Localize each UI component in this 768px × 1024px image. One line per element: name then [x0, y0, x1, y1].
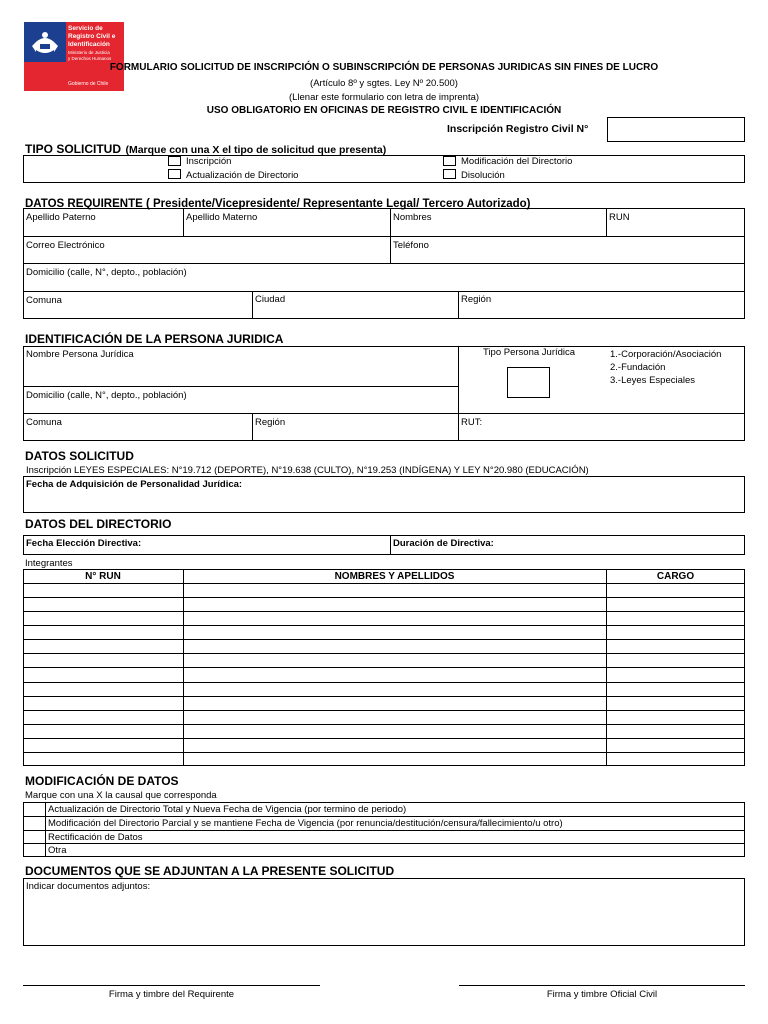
col-header-run: N° RUN [85, 571, 121, 582]
documentos-title: DOCUMENTOS QUE SE ADJUNTAN A LA PRESENTE SOLICITUD [25, 864, 395, 878]
field-duracion[interactable]: Duración de Directiva: [393, 538, 494, 549]
field-correo[interactable]: Correo Electrónico [26, 240, 105, 251]
field-fecha-eleccion[interactable]: Fecha Elección Directiva: [26, 538, 142, 549]
mark-option-3[interactable] [24, 831, 45, 843]
col-header-nombres: NOMBRES Y APELLIDOS [334, 571, 455, 582]
logo-line-4: Ministerio de Justicia [68, 50, 110, 55]
table-row[interactable] [23, 682, 745, 683]
modificacion-option-2: Modificación del Directorio Parcial y se mantiene Fecha de Vigencia (por renuncia/destitución/censura/fallecimiento/u otro) [48, 818, 563, 829]
modificacion-option-3: Rectificación de Datos [48, 832, 143, 843]
label-modificacion: Modificación del Directorio [461, 156, 573, 167]
tipo-persona-label: Tipo Persona Jurídica [483, 347, 576, 358]
fecha-adquisicion-label: Fecha de Adquisición de Personalidad Jurídica: [26, 479, 243, 490]
mark-option-1[interactable] [24, 803, 45, 816]
col-header-cargo: CARGO [656, 571, 695, 582]
table-row[interactable] [23, 710, 745, 711]
table-row[interactable] [23, 653, 745, 654]
field-region-pj[interactable]: Región [255, 417, 286, 428]
logo-line-3: Identificación [68, 41, 110, 48]
checkbox-modificacion[interactable] [443, 156, 456, 166]
tipo-persona-box[interactable] [507, 367, 550, 398]
datos-requirente-title: DATOS REQUIRENTE ( Presidente/Vicepresidente/ Representante Legal/ Tercero Autorizado) [25, 198, 531, 210]
table-row[interactable] [23, 639, 745, 640]
tipo-option-2: 2.-Fundación [610, 362, 666, 373]
field-run[interactable]: RUN [609, 212, 630, 223]
signature-line-oficial[interactable] [459, 985, 745, 986]
field-nombres[interactable]: Nombres [393, 212, 432, 223]
registro-number-label: Inscripción Registro Civil N° [447, 123, 589, 135]
tipo-solicitud-title: TIPO SOLICITUD [25, 142, 121, 156]
firma-requirente-label: Firma y timbre del Requirente [108, 989, 235, 1000]
modificacion-option-1: Actualización de Directorio Total y Nueva Fecha de Vigencia (por termino de periodo) [48, 804, 407, 815]
leyes-especiales-text: Inscripción LEYES ESPECIALES: N°19.712 (DEPORTE), N°19.638 (CULTO), N°19.253 (INDÍGENA) Y LEY N°20.980 (EDUCACIÓN) [26, 465, 589, 476]
datos-solicitud-title: DATOS SOLICITUD [25, 449, 134, 463]
fill-instruction: (Llenar este formulario con letra de imprenta) [288, 92, 480, 103]
tipo-option-3: 3.-Leyes Especiales [610, 375, 696, 386]
table-row[interactable] [23, 583, 745, 584]
table-row[interactable] [23, 724, 745, 725]
integrantes-label: Integrantes [25, 558, 73, 569]
field-domicilio[interactable]: Domicilio (calle, N°, depto., población) [26, 267, 187, 278]
table-row[interactable] [23, 625, 745, 626]
mark-option-2[interactable] [24, 817, 45, 830]
field-apellido-materno[interactable]: Apellido Materno [186, 212, 258, 223]
modificacion-title: MODIFICACIÓN DE DATOS [25, 774, 179, 788]
modificacion-instruction: Marque con una X la causal que corresponda [25, 790, 217, 801]
table-row[interactable] [23, 752, 745, 753]
field-ciudad[interactable]: Ciudad [255, 294, 286, 305]
field-rut-pj[interactable]: RUT: [461, 417, 483, 428]
field-region[interactable]: Región [461, 294, 492, 305]
tipo-option-1: 1.-Corporación/Asociación [610, 349, 722, 360]
identificacion-title: IDENTIFICACIÓN DE LA PERSONA JURIDICA [25, 332, 284, 346]
field-domicilio-pj[interactable]: Domicilio (calle, N°, depto., población) [26, 390, 187, 401]
usage-notice: USO OBLIGATORIO EN OFICINAS DE REGISTRO CIVIL E IDENTIFICACIÓN [206, 105, 562, 116]
law-reference: (Artículo 8º y sgtes. Ley Nº 20.500) [310, 78, 458, 89]
logo-line-2: Registro Civil e [68, 33, 116, 40]
checkbox-inscripcion[interactable] [168, 156, 181, 166]
form-title: FORMULARIO SOLICITUD DE INSCRIPCIÓN O SUBINSCRIPCIÓN DE PERSONAS JURIDICAS SIN FINES DE LUCRO [109, 62, 659, 73]
checkbox-disolucion[interactable] [443, 169, 456, 179]
tipo-solicitud-box [23, 155, 745, 183]
documentos-label: Indicar documentos adjuntos: [26, 881, 151, 892]
field-nombre-persona-juridica[interactable]: Nombre Persona Jurídica [26, 349, 134, 360]
modificacion-option-4: Otra [48, 845, 67, 856]
checkbox-actualizacion[interactable] [168, 169, 181, 179]
signature-line-requirente[interactable] [23, 985, 320, 986]
label-inscripcion: Inscripción [186, 156, 232, 167]
table-row[interactable] [23, 738, 745, 739]
field-comuna[interactable]: Comuna [26, 295, 62, 306]
table-row[interactable] [23, 611, 745, 612]
field-telefono[interactable]: Teléfono [393, 240, 429, 251]
logo-line-1: Servicio de [68, 25, 103, 32]
label-disolucion: Disolución [461, 170, 505, 181]
label-actualizacion: Actualización de Directorio [186, 170, 299, 181]
table-row[interactable] [23, 696, 745, 697]
logo-line-5: y Derechos Humanos [68, 55, 112, 61]
logo-line-6: Gobierno de Chile [68, 81, 109, 87]
mark-option-4[interactable] [24, 844, 45, 856]
registro-number-field[interactable] [607, 117, 745, 142]
field-comuna-pj[interactable]: Comuna [26, 417, 62, 428]
directorio-title: DATOS DEL DIRECTORIO [25, 517, 172, 531]
table-row[interactable] [23, 597, 745, 598]
firma-oficial-label: Firma y timbre Oficial Civil [546, 989, 658, 1000]
field-apellido-paterno[interactable]: Apellido Paterno [26, 212, 96, 223]
table-row[interactable] [23, 667, 745, 668]
tipo-solicitud-subtitle: (Marque con una X el tipo de solicitud que presenta) [125, 144, 387, 156]
